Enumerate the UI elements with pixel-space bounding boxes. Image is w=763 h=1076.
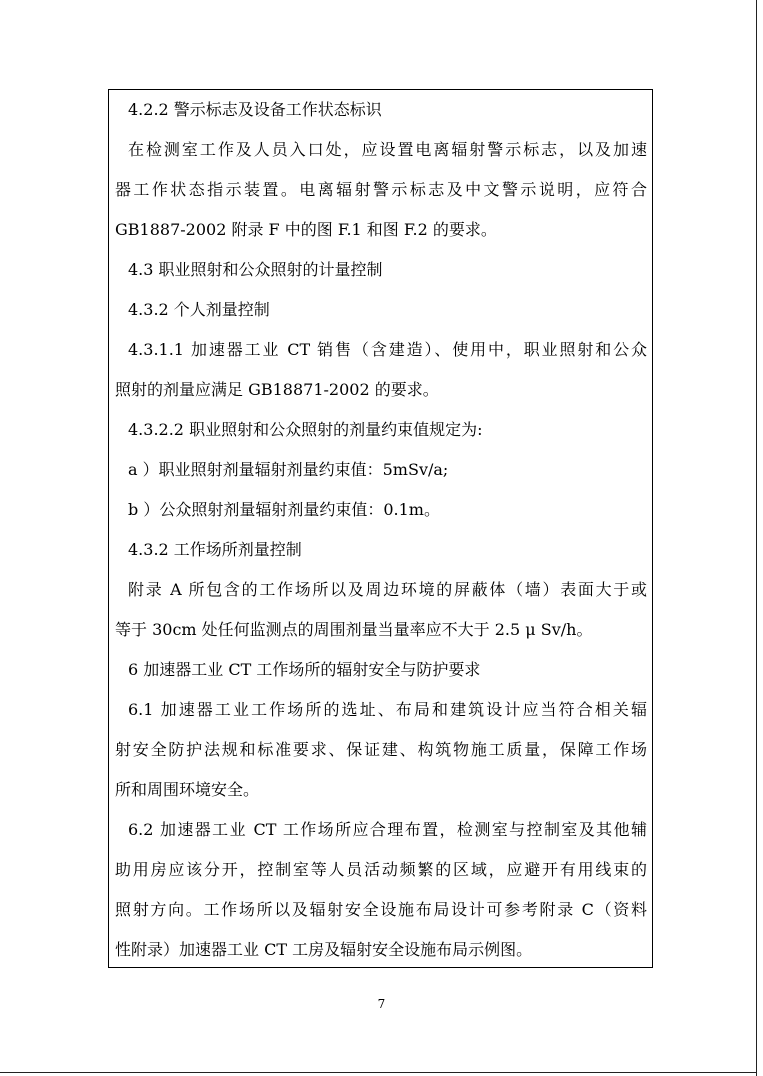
list-item-a: a ）职业照射剂量辐射剂量约束值：5mSv/a; [128,460,449,479]
paragraph-line: 附录 A 所包含的工作场所以及周边环境的屏蔽体（墙）表面大于或 [128,580,647,599]
paragraph-line: 4.3.1.1 加速器工业 CT 销售（含建造）、使用中，职业照射和公众 [128,340,647,359]
page-edge-right [756,0,757,1076]
content-frame [108,89,653,968]
page-number: 7 [377,997,386,1011]
paragraph-line: 射安全防护法规和标准要求、保证建、构筑物施工质量，保障工作场 [115,740,647,759]
paragraph-line: 助用房应该分开，控制室等人员活动频繁的区域，应避开有用线束的 [115,860,647,879]
page-edge-bottom [0,1072,757,1073]
paragraph-line: 在检测室工作及人员入口处，应设置电离辐射警示标志，以及加速 [128,140,647,159]
paragraph-line: 等于 30cm 处任何监测点的周围剂量当量率应不大于 2.5 μ Sv/h。 [115,620,593,639]
paragraph-line: 6.2 加速器工业 CT 工作场所应合理布置，检测室与控制室及其他辅 [128,820,647,839]
heading-4-2-2: 4.2.2 警示标志及设备工作状态标识 [128,100,382,119]
heading-6: 6 加速器工业 CT 工作场所的辐射安全与防护要求 [128,660,481,679]
paragraph-line: 照射的剂量应满足 GB18871-2002 的要求。 [115,380,439,399]
heading-4-3: 4.3 职业照射和公众照射的计量控制 [128,260,383,279]
paragraph-line: 所和周围环境安全。 [115,780,260,799]
list-item-b: b ）公众照射剂量辐射剂量约束值：0.1m。 [128,500,440,519]
heading-4-3-2: 4.3.2 个人剂量控制 [128,300,270,319]
heading-4-3-2-workplace: 4.3.2 工作场所剂量控制 [128,540,302,559]
paragraph-line: GB1887-2002 附录 F 中的图 F.1 和图 F.2 的要求。 [115,220,497,239]
paragraph-line: 性附录）加速器工业 CT 工房及辐射安全设施布局示例图。 [115,940,533,959]
paragraph-line: 照射方向。工作场所以及辐射安全设施布局设计可参考附录 C（资料 [115,900,647,919]
paragraph-line: 6.1 加速器工业工作场所的选址、布局和建筑设计应当符合相关辐 [128,700,647,719]
paragraph-line: 器工作状态指示装置。电离辐射警示标志及中文警示说明，应符合 [115,180,647,199]
paragraph-line: 4.3.2.2 职业照射和公众照射的剂量约束值规定为: [128,420,483,439]
